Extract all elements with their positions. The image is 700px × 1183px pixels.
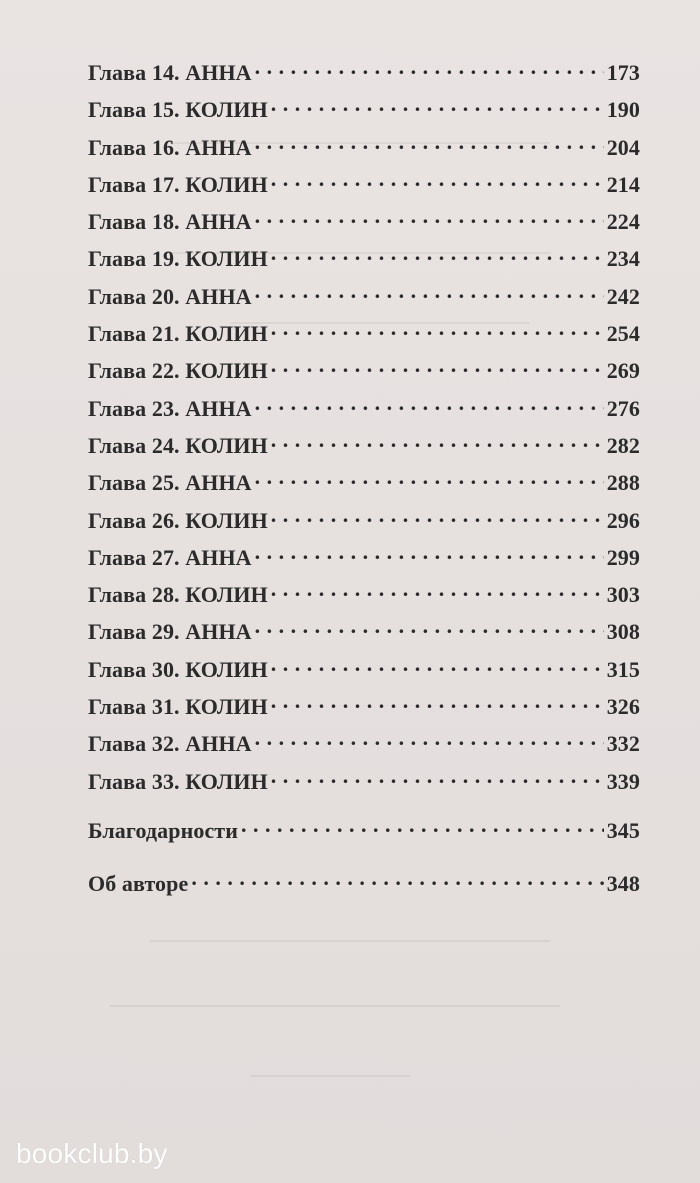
- toc-entry-page: 190: [606, 97, 640, 123]
- dot-leader: [255, 617, 604, 639]
- toc-entry: [88, 170, 640, 207]
- toc-entry-page: 254: [606, 321, 640, 347]
- toc-entry-page: 282: [606, 432, 640, 458]
- show-through-line: [110, 1005, 560, 1007]
- toc-entry-page: 299: [606, 544, 640, 570]
- toc-entry: [88, 543, 640, 580]
- toc-entry-title: Глава 25. АННА: [88, 470, 252, 496]
- toc-entry: [88, 356, 640, 393]
- dot-leader: [271, 170, 604, 192]
- toc-entry-title: Глава 24. КОЛИН: [88, 432, 268, 458]
- toc-entry-page: 332: [606, 731, 640, 757]
- toc-entry: [88, 282, 640, 319]
- toc-entry: [88, 58, 640, 95]
- dot-leader: [241, 816, 604, 838]
- toc-entry-acknowledgements: [88, 816, 640, 856]
- dot-leader: [255, 207, 604, 229]
- toc-entry: [88, 319, 640, 356]
- toc-entry-page: 326: [606, 694, 640, 720]
- dot-leader: [271, 692, 604, 714]
- toc-entry-title: Глава 32. АННА: [88, 731, 252, 757]
- dot-leader: [271, 95, 604, 117]
- dot-leader: [255, 729, 604, 751]
- toc-entry-title: Глава 33. КОЛИН: [88, 768, 268, 794]
- dot-leader: [271, 319, 604, 341]
- toc-entry-page: 339: [606, 768, 640, 794]
- toc-entry-page: 269: [606, 358, 640, 384]
- dot-leader: [255, 58, 604, 80]
- toc-entry-title: Глава 30. КОЛИН: [88, 656, 268, 682]
- toc-entry-title: Глава 29. АННА: [88, 619, 252, 645]
- toc-entry-page: 345: [606, 817, 640, 843]
- toc-entry-title: Глава 14. АННА: [88, 60, 252, 85]
- dot-leader: [271, 580, 604, 602]
- dot-leader: [255, 543, 604, 565]
- dot-leader: [271, 244, 604, 266]
- toc-entry: [88, 133, 640, 170]
- toc-entry-page: 234: [606, 246, 640, 272]
- dot-leader: [271, 655, 604, 677]
- dot-leader: [255, 394, 604, 416]
- toc-entry-title: Благодарности: [88, 817, 238, 843]
- toc-entry-title: Глава 17. КОЛИН: [88, 171, 268, 197]
- toc-entry: [88, 506, 640, 543]
- toc-entry-title: Глава 28. КОЛИН: [88, 582, 268, 608]
- toc-entry: [88, 95, 640, 132]
- toc-entry-title: Глава 16. АННА: [88, 134, 252, 160]
- toc-entry-page: 296: [606, 507, 640, 533]
- toc-entry-title: Глава 27. АННА: [88, 544, 252, 570]
- dot-leader: [271, 356, 604, 378]
- toc-entry-page: 242: [606, 283, 640, 309]
- toc-entry-page: 315: [606, 656, 640, 682]
- toc-entry-page: 288: [606, 470, 640, 496]
- toc-entry: [88, 580, 640, 617]
- toc-entry-page: 276: [606, 395, 640, 421]
- toc-entry: [88, 655, 640, 692]
- toc-entry: [88, 468, 640, 505]
- dot-leader: [255, 133, 604, 155]
- toc-entry-page: 348: [606, 870, 640, 896]
- toc-entry-page: 303: [606, 582, 640, 608]
- toc-entry-page: 308: [606, 619, 640, 645]
- toc-entry-about-author: [88, 869, 640, 909]
- dot-leader: [271, 767, 604, 789]
- dot-leader: [191, 869, 603, 891]
- toc-entry-title: Глава 21. КОЛИН: [88, 321, 268, 347]
- toc-entry-page: 214: [606, 171, 640, 197]
- toc-entry-title: Глава 23. АННА: [88, 395, 252, 421]
- toc-entry: [88, 244, 640, 281]
- dot-leader: [271, 506, 604, 528]
- dot-leader: [255, 468, 604, 490]
- toc-entry-title: Глава 22. КОЛИН: [88, 358, 268, 384]
- dot-leader: [271, 431, 604, 453]
- toc-entry: [88, 394, 640, 431]
- toc-entry: [88, 207, 640, 244]
- toc-entry-page: 204: [606, 134, 640, 160]
- toc-entry: [88, 729, 640, 766]
- dot-leader: [255, 282, 604, 304]
- toc-entry-title: Глава 19. КОЛИН: [88, 246, 268, 272]
- toc-entry-title: Об авторе: [88, 870, 189, 896]
- toc-entry-title: Глава 26. КОЛИН: [88, 507, 268, 533]
- toc-entry-title: Глава 18. АННА: [88, 209, 252, 235]
- toc-entry: [88, 692, 640, 729]
- toc-entry: [88, 617, 640, 654]
- toc-entry-title: Глава 20. АННА: [88, 283, 252, 309]
- site-watermark: bookclub.by: [16, 1138, 168, 1169]
- toc-entry: [88, 767, 640, 804]
- toc-entry-page: 173: [606, 60, 640, 85]
- show-through-line: [250, 1075, 410, 1077]
- toc-entry-title: Глава 15. КОЛИН: [88, 97, 268, 123]
- show-through-line: [150, 940, 550, 942]
- table-of-contents: [88, 58, 640, 909]
- toc-entry: [88, 431, 640, 468]
- toc-entry-title: Глава 31. КОЛИН: [88, 694, 268, 720]
- toc-entry-page: 224: [606, 209, 640, 235]
